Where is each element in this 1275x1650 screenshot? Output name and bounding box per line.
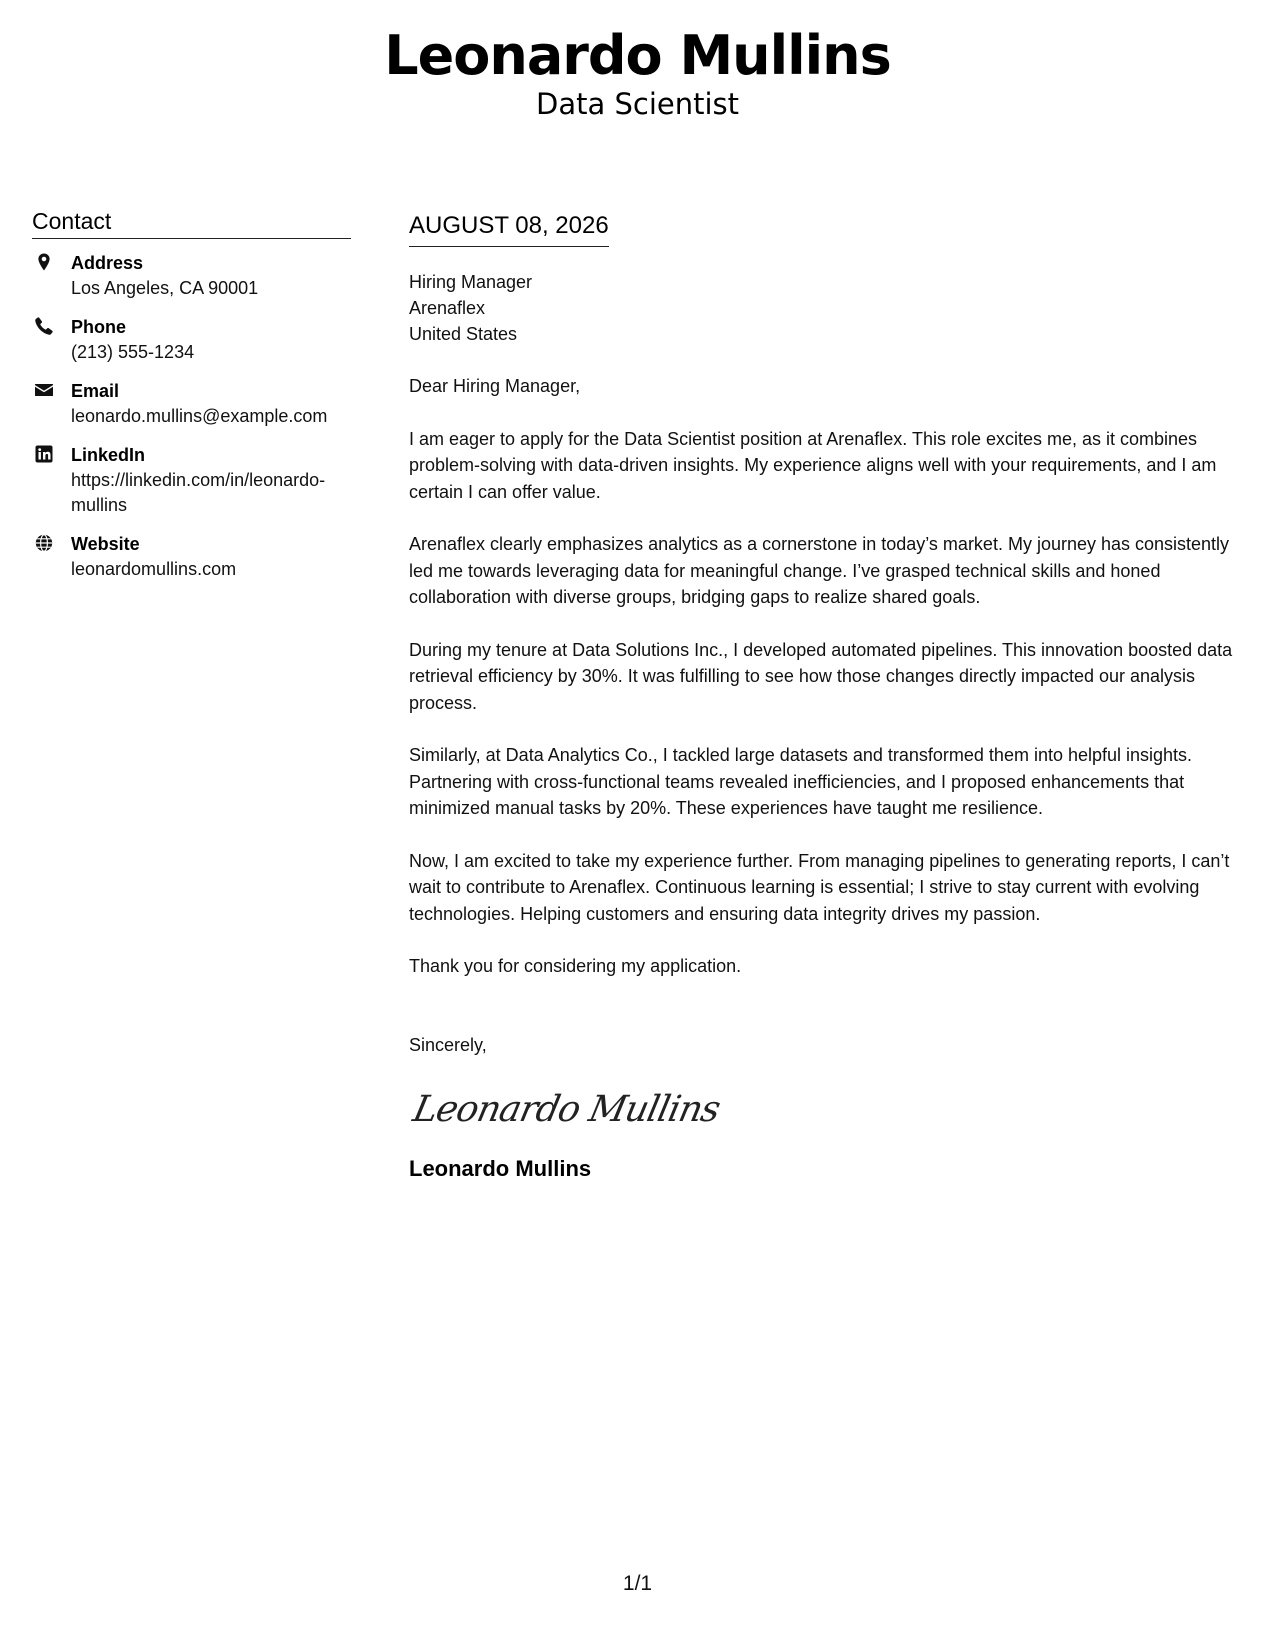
globe-icon xyxy=(34,533,54,553)
handwritten-signature: Leonardo Mullins xyxy=(409,1089,724,1130)
contact-section-title: Contact xyxy=(32,206,351,239)
applicant-name: Leonardo Mullins xyxy=(384,24,891,87)
contact-value: https://linkedin.com/in/leonardo-mullins xyxy=(71,470,326,515)
contact-item-website xyxy=(32,532,351,582)
recipient-block xyxy=(409,269,1244,347)
contact-sidebar xyxy=(32,206,351,596)
letter-body xyxy=(409,210,1244,1184)
recipient-line: Arenaflex xyxy=(409,298,486,318)
recipient-line: United States xyxy=(409,324,518,344)
body-paragraph: Similarly, at Data Analytics Co., I tackled large datasets and transformed them into helpful insights. Partnering with cross-functional teams revealed inefficiencies, and I proposed enhancements that minimized manual tasks by 20%. These experiences have taught me resilience. xyxy=(409,745,1193,818)
phone-icon xyxy=(34,316,54,336)
envelope-icon xyxy=(34,380,54,400)
recipient-line: Hiring Manager xyxy=(409,272,533,292)
map-pin-icon xyxy=(34,252,54,272)
contact-label: Phone xyxy=(71,317,127,337)
signer-name: Leonardo Mullins xyxy=(409,1156,592,1181)
contact-value: Los Angeles, CA 90001 xyxy=(71,278,259,298)
letter-date: AUGUST 08, 2026 xyxy=(409,210,609,247)
letter-header xyxy=(0,20,1275,122)
contact-label: Address xyxy=(71,253,144,273)
contact-value: leonardomullins.com xyxy=(71,559,237,579)
contact-value: leonardo.mullins@example.com xyxy=(71,406,328,426)
contact-label: LinkedIn xyxy=(71,445,146,465)
body-paragraph: Thank you for considering my application. xyxy=(409,956,742,976)
closing: Sincerely, xyxy=(409,1034,487,1055)
salutation: Dear Hiring Manager, xyxy=(409,376,581,396)
body-paragraph: During my tenure at Data Solutions Inc., I developed automated pipelines. This innovation boosted data retrieval efficiency by 30%. It was fulfilling to see how those changes directly impacted our analysis process. xyxy=(409,639,1233,713)
contact-label: Email xyxy=(71,381,120,401)
linkedin-icon xyxy=(34,444,54,464)
contact-item-address xyxy=(32,251,351,301)
contact-value: (213) 555-1234 xyxy=(71,342,195,362)
contact-item-phone xyxy=(32,315,351,365)
applicant-title: Data Scientist xyxy=(536,87,739,121)
contact-item-email xyxy=(32,379,351,429)
page-number: 1/1 xyxy=(622,1572,653,1595)
body-paragraph: I am eager to apply for the Data Scientist position at Arenaflex. This role excites me, as it combines problem-solving with data-driven insights. My experience aligns well with your requirements, and I am certain I can offer value. xyxy=(409,428,1217,502)
contact-item-linkedin xyxy=(32,443,351,518)
body-paragraph: Arenaflex clearly emphasizes analytics as a cornerstone in today’s market. My journey has consistently led me towards leveraging data for meaningful change. I’ve grasped technical skills and honed collaboration with diverse groups, bridging gaps to realize shared goals. xyxy=(409,534,1230,607)
body-paragraph: Now, I am excited to take my experience further. From managing pipelines to generating reports, I can’t wait to contribute to Arenaflex. Continuous learning is essential; I strive to stay current with evolving technologies. Helping customers and ensuring data integrity drives my passion. xyxy=(409,850,1230,924)
contact-label: Website xyxy=(71,534,140,554)
